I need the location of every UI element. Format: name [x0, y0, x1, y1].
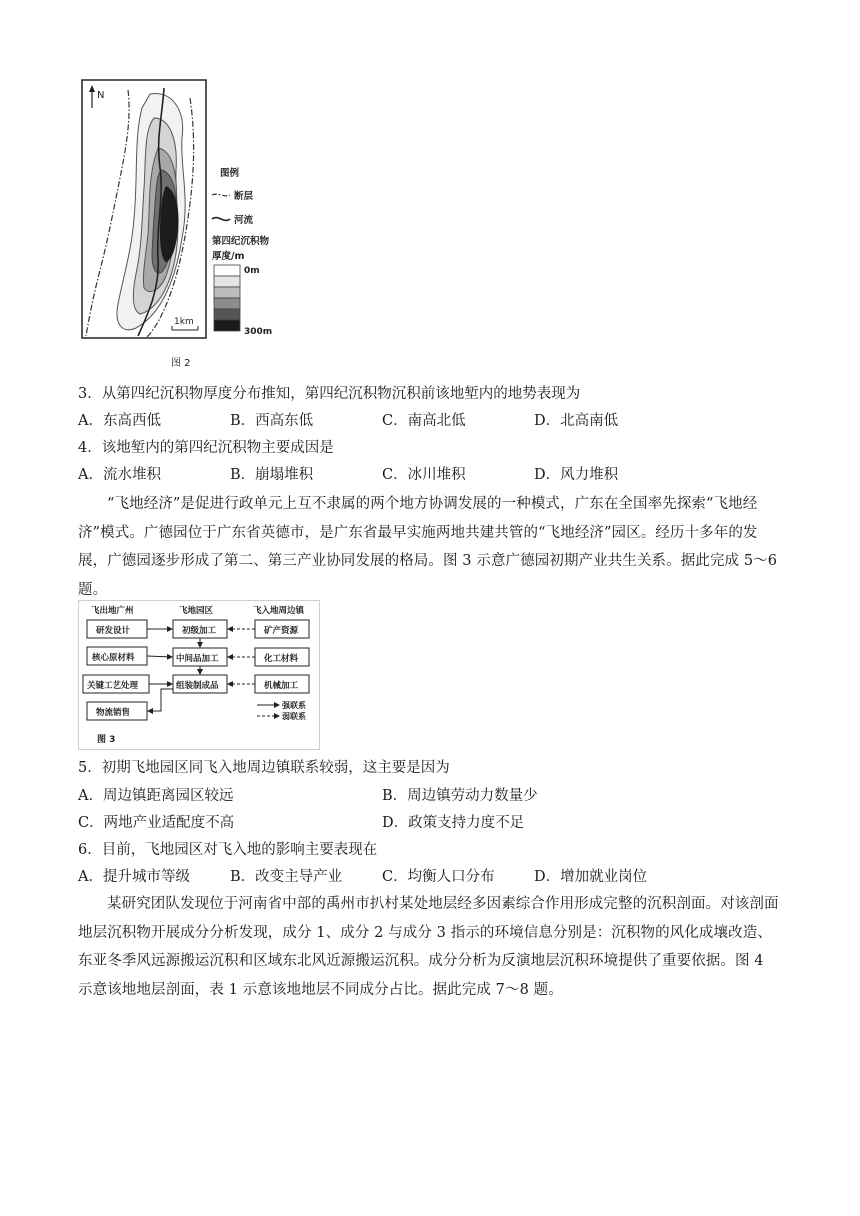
- question-3-stem: 3．从第四纪沉积物厚度分布推知，第四纪沉积物沉积前该地堑内的地势表现为: [78, 386, 581, 402]
- question-4-option-d[interactable]: D．风力堆积: [534, 467, 619, 483]
- question-3-option-b[interactable]: B．西高东低: [230, 413, 314, 429]
- box-logistics-sales-label: 物流销售: [96, 708, 131, 718]
- column-title-source: 飞出地广州: [91, 606, 134, 616]
- legend-swatch-6: [214, 320, 240, 331]
- figure-2: [78, 78, 278, 370]
- question-5-stem: 5．初期飞地园区同飞入地周边镇联系较弱，这主要是因为: [78, 760, 450, 776]
- box-rd-design-label: 研发设计: [96, 626, 131, 636]
- legend-sediment-label: 第四纪沉积物: [212, 236, 270, 247]
- box-key-process-label: 关键工艺处理: [87, 681, 139, 691]
- legend-swatch-3: [214, 287, 240, 298]
- legend-weak-label: 弱联系: [282, 712, 306, 721]
- legend-thickness-label: 厚度/m: [212, 251, 245, 262]
- north-label: N: [97, 90, 105, 101]
- strong-link-core: [147, 656, 172, 657]
- legend-strong-label: 强联系: [282, 701, 306, 710]
- box-core-materials-label: 核心原材料: [92, 653, 135, 663]
- legend-fault-icon: [212, 194, 230, 196]
- question-6-option-b[interactable]: B．改变主导产业: [230, 869, 343, 885]
- question-3-option-a[interactable]: A．东高西低: [78, 413, 161, 429]
- column-title-destination: 飞入地周边镇: [253, 606, 305, 616]
- strong-link-logistics: [148, 689, 173, 711]
- legend-min-label: 0m: [244, 266, 260, 276]
- industry-symbiosis-diagram: [79, 601, 319, 749]
- question-6-option-a[interactable]: A．提升城市等级: [78, 869, 190, 885]
- box-mineral-resources-label: 矿产资源: [264, 626, 299, 636]
- legend-fault-label: 断层: [234, 191, 254, 202]
- question-4-stem: 4．该地堑内的第四纪沉积物主要成因是: [78, 440, 334, 456]
- legend-river-label: 河流: [234, 215, 254, 226]
- column-title-park: 飞地园区: [179, 606, 214, 616]
- graben-map: [78, 78, 278, 370]
- box-primary-processing-label: 初级加工: [182, 626, 217, 636]
- box-machining-label: 机械加工: [264, 681, 299, 691]
- legend-swatch-5: [214, 309, 240, 320]
- passage-flying-economy: “飞地经济”是促进行政单元上互不隶属的两个地方协调发展的一种模式，广东在全国率先探索“飞地经济”模式。广德园位于广东省英德市，是广东省最早实施两地共建共管的“飞地经济”园区。经历十多年的发展，广德园逐步形成了第二、第三产业协同发展的格局。图 3 示意广德园初期产业共生关系。据此完成 5～6 题。: [78, 496, 778, 598]
- legend-swatch-4: [214, 298, 240, 309]
- legend-max-label: 300m: [244, 327, 273, 337]
- question-6-stem: 6．目前，飞地园区对飞入地的影响主要表现在: [78, 842, 378, 858]
- box-assembly-label: 组装制成品: [176, 681, 219, 691]
- question-5-option-c[interactable]: C．两地产业适配度不高: [78, 815, 235, 831]
- legend-title: 图例: [220, 168, 240, 179]
- passage-sediment-profile: 某研究团队发现位于河南省中部的禹州市扒村某处地层经多因素综合作用形成完整的沉积剖面。对该剖面地层沉积物开展成分分析发现，成分 1、成分 2 与成分 3 指示的环境信息分别是：沉积物的风化成壤改造、东亚冬季风远源搬运沉积和区域东北风近源搬运沉积。成分分析为反演地层沉积环境提供了重要依据。图 4 示意该地地层剖面，表 1 示意该地地层不同成分占比。据此完成 7～8 题。: [78, 896, 779, 998]
- question-5-option-b[interactable]: B．周边镇劳动力数量少: [382, 788, 538, 804]
- question-4-option-b[interactable]: B．崩塌堆积: [230, 467, 314, 483]
- question-3-option-d[interactable]: D．北高南低: [534, 413, 619, 429]
- question-3-option-c[interactable]: C．南高北低: [382, 413, 466, 429]
- question-6-option-d[interactable]: D．增加就业岗位: [534, 869, 648, 885]
- question-4-option-c[interactable]: C．冰川堆积: [382, 467, 466, 483]
- figure-2-caption: 图 2: [171, 358, 191, 369]
- legend-swatch-2: [214, 276, 240, 287]
- box-intermediate-processing-label: 中间品加工: [176, 654, 219, 664]
- figure-3: [78, 600, 320, 750]
- legend-swatch-1: [214, 265, 240, 276]
- scale-label: 1km: [174, 317, 194, 327]
- box-chemical-materials-label: 化工材料: [264, 654, 299, 664]
- figure-3-caption: 图 3: [97, 735, 116, 745]
- question-5-option-a[interactable]: A．周边镇距离园区较远: [78, 788, 234, 804]
- question-5-option-d[interactable]: D．政策支持力度不足: [382, 815, 525, 831]
- question-6-option-c[interactable]: C．均衡人口分布: [382, 869, 495, 885]
- question-4-option-a[interactable]: A．流水堆积: [78, 467, 161, 483]
- legend-river-icon: [212, 218, 230, 221]
